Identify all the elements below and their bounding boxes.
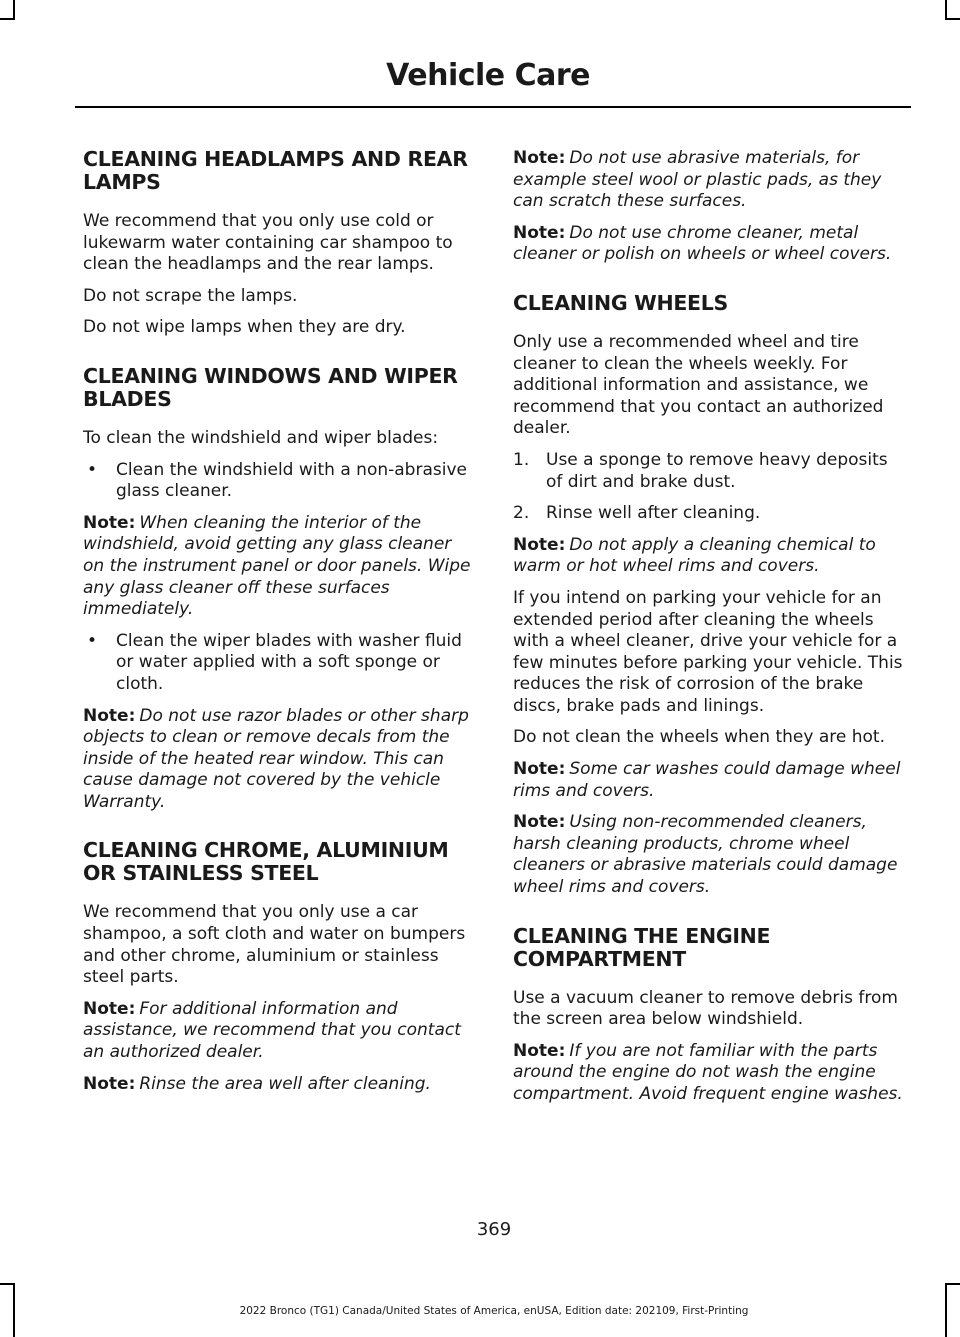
- page-number: 369: [476, 1219, 512, 1240]
- note: [83, 513, 476, 621]
- paragraph: To clean the windshield and wiper blades:: [83, 427, 439, 448]
- list-item-text: Clean the windshield with a non-abrasive glass cleaner.: [116, 459, 467, 502]
- step-number: 2.: [513, 503, 530, 524]
- crop-mark: [945, 1283, 960, 1285]
- right-column: [513, 148, 908, 1116]
- list-item-text: Clean the wiper blades with washer fluid or water applied with a soft sponge or cloth.: [116, 630, 462, 694]
- bullet-list: [83, 460, 476, 503]
- list-item: [83, 631, 476, 696]
- crop-mark: [13, 0, 15, 20]
- left-column: [83, 148, 476, 1105]
- note: [513, 223, 908, 266]
- paragraph: We recommend that you only use cold or lukewarm water containing car shampoo to clean the headlamps and the rear lamps.: [83, 211, 453, 275]
- note-label: Note:: [83, 705, 136, 726]
- note-text: For additional information and assistance, we recommend that you contact an authorized dealer.: [83, 998, 461, 1063]
- note-text: Using non-recommended cleaners, harsh cleaning products, chrome wheel cleaners or abrasive materials could damage wheel rims and covers.: [513, 812, 898, 898]
- note: [83, 706, 476, 814]
- note-label: Note:: [513, 222, 566, 243]
- page-title: Vehicle Care: [386, 58, 590, 93]
- list-item-text: Rinse well after cleaning.: [546, 503, 761, 524]
- note: [83, 1074, 476, 1096]
- note-text: Some car washes could damage wheel rims and covers.: [513, 759, 901, 801]
- paragraph: If you intend on parking your vehicle for an extended period after cleaning the wheels with a wheel cleaner, drive your vehicle for a few minutes before parking your vehicle. This reduces the risk of corrosion of the brake discs, brake pads and linings.: [513, 587, 903, 716]
- paragraph: Only use a recommended wheel and tire cleaner to clean the wheels weekly. For additional information and assistance, we recommend that you contact an authorized dealer.: [513, 331, 884, 439]
- note-label: Note:: [83, 998, 136, 1019]
- list-item: [513, 450, 908, 493]
- note-text: Do not use chrome cleaner, metal cleaner or polish on wheels or wheel covers.: [513, 222, 892, 265]
- bullet-list: [83, 631, 476, 696]
- bullet-marker: •: [87, 459, 98, 480]
- edition-footer: 2022 Bronco (TG1) Canada/United States of America, enUSA, Edition date: 202109, First-Printing: [239, 1305, 749, 1317]
- note-text: Do not use razor blades or other sharp objects to clean or remove decals from the inside of the heated rear window. This can cause damage not covered by the vehicle Warranty.: [83, 705, 469, 812]
- note-text: When cleaning the interior of the windshield, avoid getting any glass cleaner on the instrument panel or door panels. Wipe any glass cleaner off these surfaces immediately.: [83, 512, 471, 620]
- paragraph: Use a vacuum cleaner to remove debris from the screen area below windshield.: [513, 987, 898, 1030]
- paragraph: Do not clean the wheels when they are hot.: [513, 727, 885, 748]
- step-number: 1.: [513, 449, 530, 470]
- crop-mark: [0, 1283, 15, 1285]
- section-heading-windows: CLEANING WINDOWS AND WIPER BLADES: [83, 363, 458, 411]
- crop-mark: [0, 18, 15, 20]
- bullet-marker: •: [87, 630, 98, 651]
- note-label: Note:: [513, 759, 566, 780]
- note: [513, 1041, 908, 1106]
- paragraph: Do not wipe lamps when they are dry.: [83, 317, 406, 338]
- section-heading-chrome: CLEANING CHROME, ALUMINIUM OR STAINLESS STEEL: [83, 838, 449, 886]
- crop-mark: [945, 0, 947, 20]
- note: [513, 148, 908, 213]
- note-text: Do not use abrasive materials, for example steel wool or plastic pads, as they can scratch these surfaces.: [513, 148, 882, 212]
- note-text: Do not apply a cleaning chemical to warm or hot wheel rims and covers.: [513, 534, 876, 577]
- list-item: [513, 503, 908, 525]
- note: [513, 759, 908, 802]
- note-label: Note:: [513, 534, 566, 555]
- note: [513, 535, 908, 578]
- numbered-list: [513, 450, 908, 525]
- note-label: Note:: [513, 812, 566, 833]
- crop-mark: [945, 18, 960, 20]
- header-rule: [75, 106, 911, 108]
- paragraph: We recommend that you only use a car shampoo, a soft cloth and water on bumpers and other chrome, aluminium or stainless steel parts.: [83, 902, 466, 988]
- note-label: Note:: [83, 1073, 136, 1094]
- list-item: [83, 460, 476, 503]
- note-label: Note:: [513, 148, 566, 168]
- note-label: Note:: [513, 1040, 566, 1061]
- note-text: Rinse the area well after cleaning.: [139, 1073, 431, 1094]
- note: [83, 999, 476, 1064]
- list-item-text: Use a sponge to remove heavy deposits of dirt and brake dust.: [546, 449, 888, 492]
- note-text: If you are not familiar with the parts around the engine do not wash the engine compartment. Avoid frequent engine washes.: [513, 1040, 903, 1104]
- paragraph: Do not scrape the lamps.: [83, 285, 298, 306]
- note: [513, 812, 908, 898]
- note-label: Note:: [83, 512, 136, 533]
- section-heading-headlamps: CLEANING HEADLAMPS AND REAR LAMPS: [83, 147, 468, 194]
- section-heading-wheels: CLEANING WHEELS: [513, 290, 728, 315]
- section-heading-engine: CLEANING THE ENGINE COMPARTMENT: [513, 923, 771, 971]
